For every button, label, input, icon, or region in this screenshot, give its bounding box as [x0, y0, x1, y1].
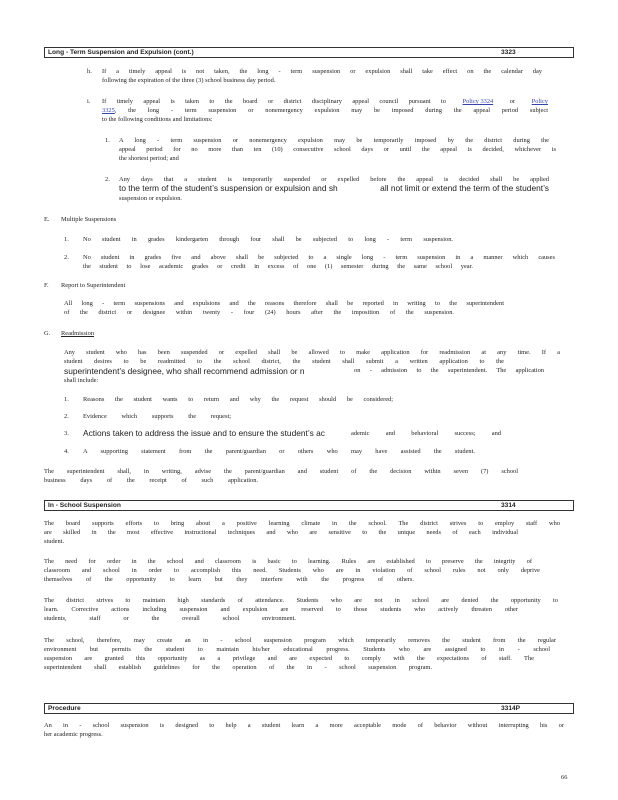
section-title: In - School Suspension	[48, 502, 121, 509]
section-header-long-term-suspension	[44, 47, 574, 58]
item-marker: 2.	[64, 254, 69, 261]
paragraph-line: are skilled in the most effective instructional techniques and who are sensitive to the unique needs of each individual	[44, 529, 518, 536]
item-marker: 4.	[64, 448, 69, 455]
item-marker: h.	[87, 68, 92, 75]
paragraph-line: students, staff or the overall school environment.	[44, 615, 296, 622]
line-text: superintendent’s designee, who shall recommend admission or n	[64, 366, 305, 376]
paragraph-line: The school, therefore, may create an in - school suspension program which temporarily removes the student from the regular	[44, 637, 556, 644]
paragraph-line: All long - term suspensions and expulsions and the reasons therefore shall be reported in writing to the superintendent	[64, 300, 504, 307]
paragraph-line: suspension are granted this opportunity as a privilege and are expected to comply with the expectations of staff. The	[44, 655, 534, 662]
page-number: 66	[561, 774, 568, 781]
paragraph-line: classroom and school in order to accomplish this need. Students who are in violation of school rules not only deprive	[44, 567, 540, 574]
item-marker: 2.	[105, 176, 110, 183]
subsection-title: Multiple Suspensions	[61, 216, 117, 223]
item-marker: 2.	[64, 413, 69, 420]
paragraph-line: The superintendent shall, in writing, advise the parent/guardian and student of the decision within seven (7) school	[44, 468, 518, 475]
policy-code: 3314P	[501, 705, 521, 712]
line-text: or	[509, 98, 516, 105]
line-text: all not limit or extend the term of the student’s	[380, 183, 549, 193]
item-marker: i.	[87, 98, 91, 105]
paragraph-line	[102, 107, 548, 115]
paragraph-line: No student in grades kindergarten through four shall be subjected to long - term suspension.	[83, 236, 453, 243]
paragraph-line: the shortest period; and	[119, 155, 179, 162]
line-text: on - admission to the superintendent. The application	[354, 367, 544, 374]
section-title: Procedure	[48, 705, 81, 712]
policy-code: 3314	[501, 502, 516, 509]
paragraph-line: business days of the receipt of such application.	[44, 477, 258, 484]
item-marker: 1.	[64, 236, 69, 243]
policy-3325-link[interactable]: Policy	[531, 98, 548, 105]
section-header-in-school-suspension	[44, 500, 574, 511]
subsection-title: Readmission	[61, 330, 95, 337]
paragraph-line: If a timely appeal is not taken, the long - term suspension or expulsion shall take effect on the calendar day	[102, 68, 542, 75]
paragraph-line: the student to lose academic grades or credit in excess of one (1) semester during the same school year.	[83, 263, 473, 270]
paragraph-line: suspension or expulsion.	[119, 195, 183, 202]
paragraph-line: her academic progress.	[44, 731, 103, 738]
paragraph-line: student desires to be readmitted to the school district, the student shall submit a written application to the	[64, 358, 504, 365]
paragraph-line: following the expiration of the three (3) school business day period.	[102, 77, 276, 84]
paragraph-line: No student in grades five and above shall be subjected to a single long - term suspension in a manner which causes	[83, 254, 555, 261]
policy-code: 3323	[501, 49, 516, 56]
section-marker: F.	[44, 282, 49, 289]
paragraph-line: The district strives to maintain high standards of attendance. Students who are not in school are denied the opportunity to	[44, 597, 558, 604]
paragraph-line	[102, 98, 548, 106]
paragraph-line: environment but permits the student to maintain his/her educational progress. Students who are assigned to in - school	[44, 646, 550, 653]
paragraph-line: Any days that a student is temporarily suspended or expelled before the appeal is decided shall be applied	[119, 176, 549, 183]
paragraph-line: of the district or designee within twenty - four (24) hours after the imposition of the suspension.	[64, 309, 454, 316]
policy-3325-link-cont[interactable]: 3325	[102, 107, 115, 114]
paragraph-line: superintendent shall establish guidelines for the operation of the in - school suspension program.	[44, 664, 432, 671]
paragraph-line: Reasons the student wants to return and why the request should be considered;	[83, 396, 393, 403]
line-text: to the term of the student’s suspension or expulsion and sh	[119, 183, 338, 193]
paragraph-line	[119, 184, 549, 193]
paragraph-line: Evidence which supports the request;	[83, 413, 231, 420]
section-marker: G.	[44, 330, 51, 337]
section-marker: E.	[44, 216, 50, 223]
paragraph-line: A supporting statement from the parent/guardian or others who may have assisted the student.	[83, 448, 475, 455]
section-title: Long - Term Suspension and Expulsion (cont.)	[48, 49, 194, 56]
paragraph-line: An in - school suspension is designed to help a student learn a more acceptable mode of behavior without interrupting his or	[44, 722, 564, 729]
paragraph-line	[64, 367, 544, 376]
paragraph-line: The need for order in the school and classroom is basic to learning. Rules are established to preserve the integrity of	[44, 558, 532, 565]
paragraph-line: themselves of the opportunity to learn but they interfere with the progress of others.	[44, 576, 414, 583]
paragraph-line: to the following conditions and limitations:	[102, 116, 213, 123]
subsection-title: Report to Superintendent	[61, 282, 126, 289]
section-header-procedure	[44, 703, 574, 714]
item-marker: 1.	[64, 396, 69, 403]
line-text: Actions taken to address the issue and to ensure the student’s ac	[83, 428, 325, 438]
paragraph-line: learn. Corrective actions including suspension and expulsion are reserved to those students who actively threaten other	[44, 606, 518, 613]
line-text: If timely appeal is taken to the board or district disciplinary appeal council pursuant to	[102, 98, 446, 105]
paragraph-line	[83, 429, 501, 438]
item-marker: 3.	[64, 430, 69, 437]
policy-3324-link[interactable]: Policy 3324	[462, 98, 494, 105]
line-text: ademic and behavioral success; and	[351, 430, 501, 437]
line-text: , the long - term suspension or nonemergency expulsion may be imposed during the appeal period subject	[114, 107, 548, 114]
paragraph-line: shall include:	[64, 377, 99, 384]
paragraph-line: Any student who has been suspended or expelled shall be allowed to make application for readmission at any time. If a	[64, 349, 560, 356]
paragraph-line: The board supports efforts to bring about a positive learning climate in the school. The district strives to employ staff who	[44, 520, 560, 527]
paragraph-line: student.	[44, 538, 65, 545]
paragraph-line: appeal period for no more than ten (10) consecutive school days or until the appeal is decided, whichever is	[119, 146, 556, 153]
paragraph-line: A long - term suspension or nonemergency expulsion may be temporarily imposed by the district during the	[119, 137, 549, 144]
item-marker: 1.	[105, 137, 110, 144]
